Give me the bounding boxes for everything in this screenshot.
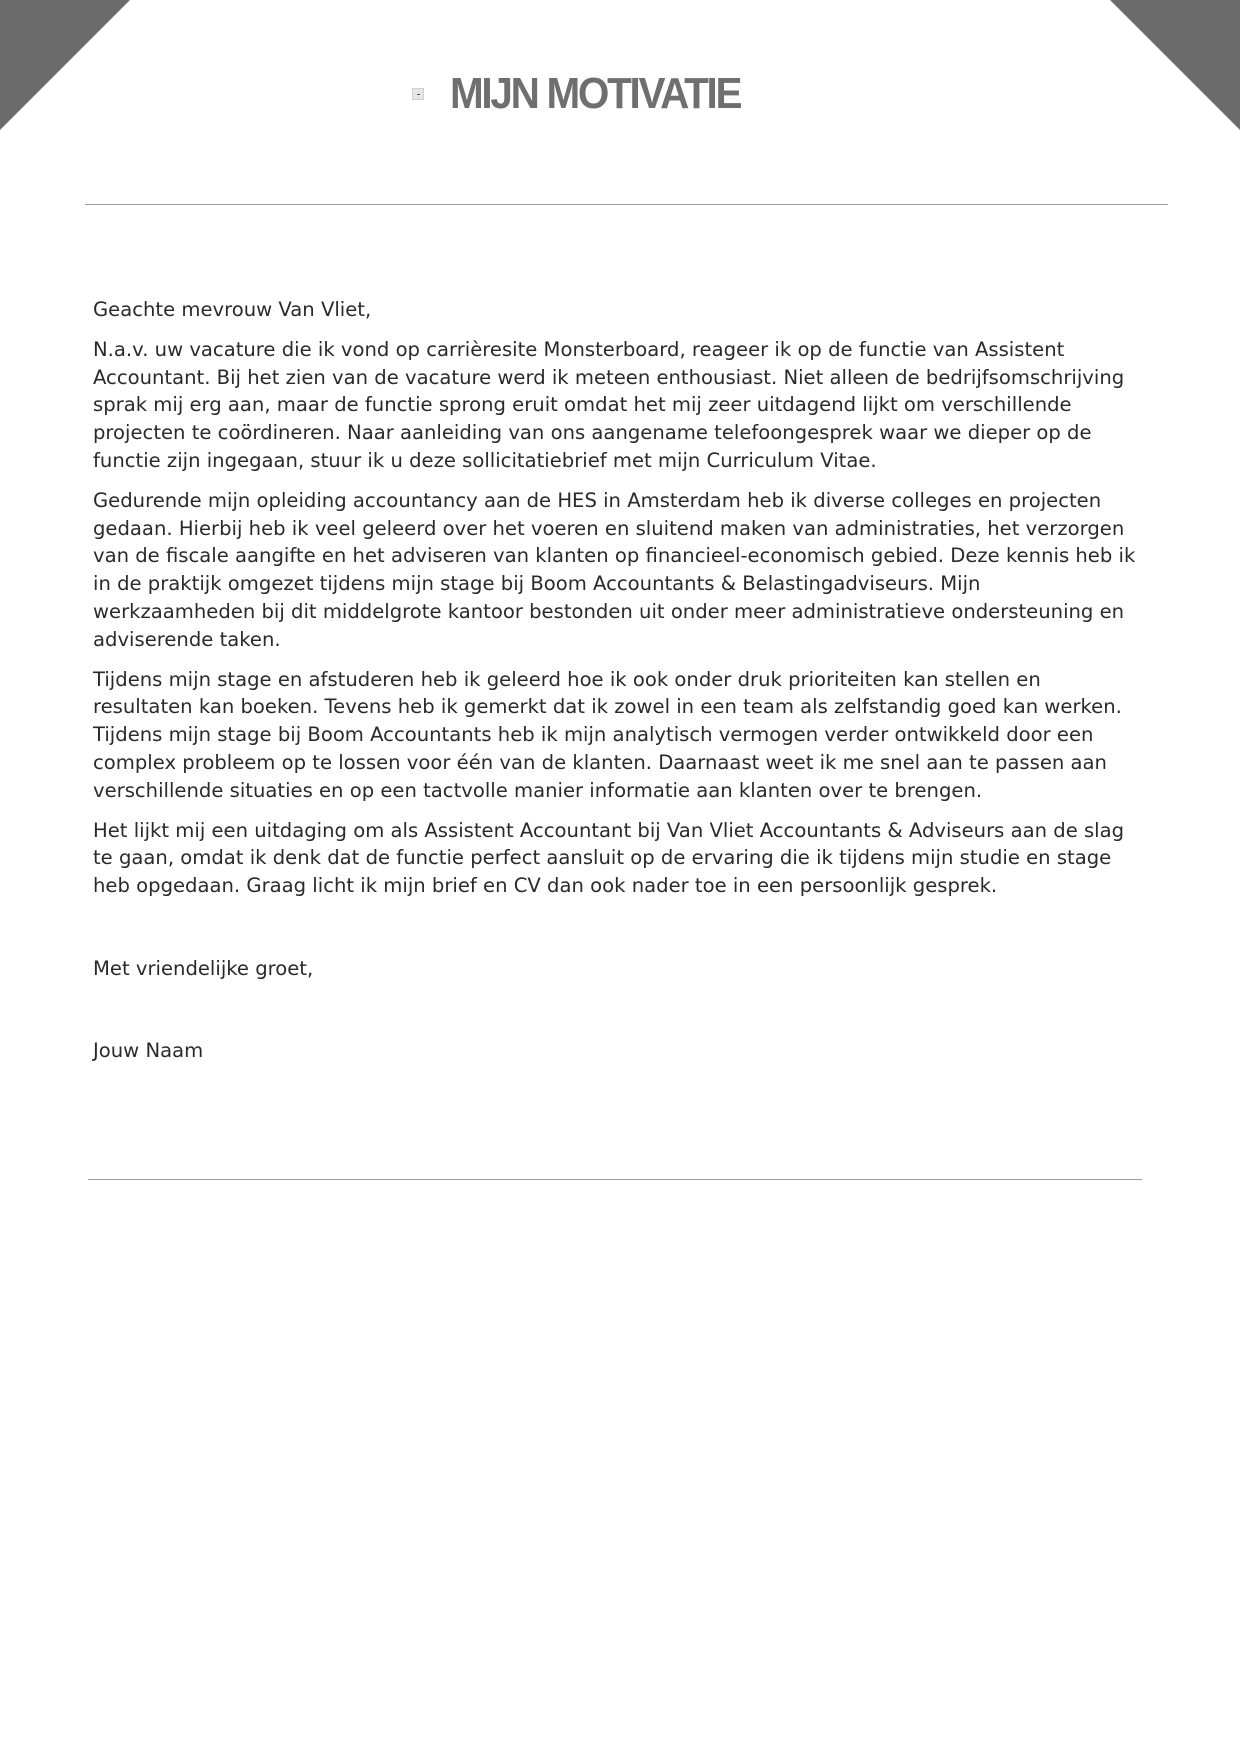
closing: Met vriendelijke groet, — [93, 957, 314, 980]
paragraph: Gedurende mijn opleiding accountancy aan de HES in Amsterdam heb ik diverse colleges en projecten gedaan. Hierbij heb ik veel geleerd over het voeren en sluitend maken van administraties, het verzorgen van de fiscale aangifte en het adviseren van klanten op financieel-economisch gebied. Deze kennis heb ik in de praktijk omgezet tijdens mijn stage bij Boom Accountants & Belastingadviseurs. Mijn werkzaamheden bij dit middelgrote kantoor bestonden uit onder meer administratieve ondersteuning en adviserende taken. — [93, 488, 1136, 651]
page-title: MIJN MOTIVATIE — [450, 69, 741, 118]
paragraph: Tijdens mijn stage en afstuderen heb ik geleerd hoe ik ook onder druk prioriteiten kan stellen en resultaten kan boeken. Tevens heb ik gemerkt dat ik zowel in een team als zelfstandig goed kan werken. Tijdens mijn stage bij Boom Accountants heb ik mijn analytisch vermogen verder ontwikkeld door een complex probleem op te lossen voor één van de klanten. Daarnaast weet ik me snel aan te passen aan verschillende situaties en op een tactvolle manier informatie aan klanten over te brengen. — [93, 667, 1122, 802]
paragraph: Het lijkt mij een uitdaging om als Assistent Accountant bij Van Vliet Accountants & Adviseurs aan de slag te gaan, omdat ik denk dat de functie perfect aansluit op de ervaring die ik tijdens mijn studie en stage heb opgedaan. Graag licht ik mijn brief en CV dan ook nader toe in een persoonlijk gesprek. — [93, 818, 1125, 898]
letter-body — [93, 296, 1143, 912]
bottom-divider — [88, 1179, 1142, 1180]
paragraph: N.a.v. uw vacature die ik vond op carrièresite Monsterboard, reageer ik op de functie van Assistent Accountant. Bij het zien van de vacature werd ik meteen enthousiast. Niet alleen de bedrijfsomschrijving sprak mij erg aan, maar de functie sprong eruit omdat het mij zeer uitdagend lijkt om verschillende projecten te coördineren. Naar aanleiding van ons aangename telefoongesprek waar we dieper op de functie zijn ingegaan, stuur ik u deze sollicitatiebrief met mijn Curriculum Vitae. — [93, 337, 1125, 472]
top-divider — [85, 204, 1168, 205]
salutation: Geachte mevrouw Van Vliet, — [93, 298, 372, 321]
signature-name: Jouw Naam — [93, 1039, 204, 1062]
page-header — [0, 68, 1240, 120]
small-square-icon — [412, 88, 424, 100]
